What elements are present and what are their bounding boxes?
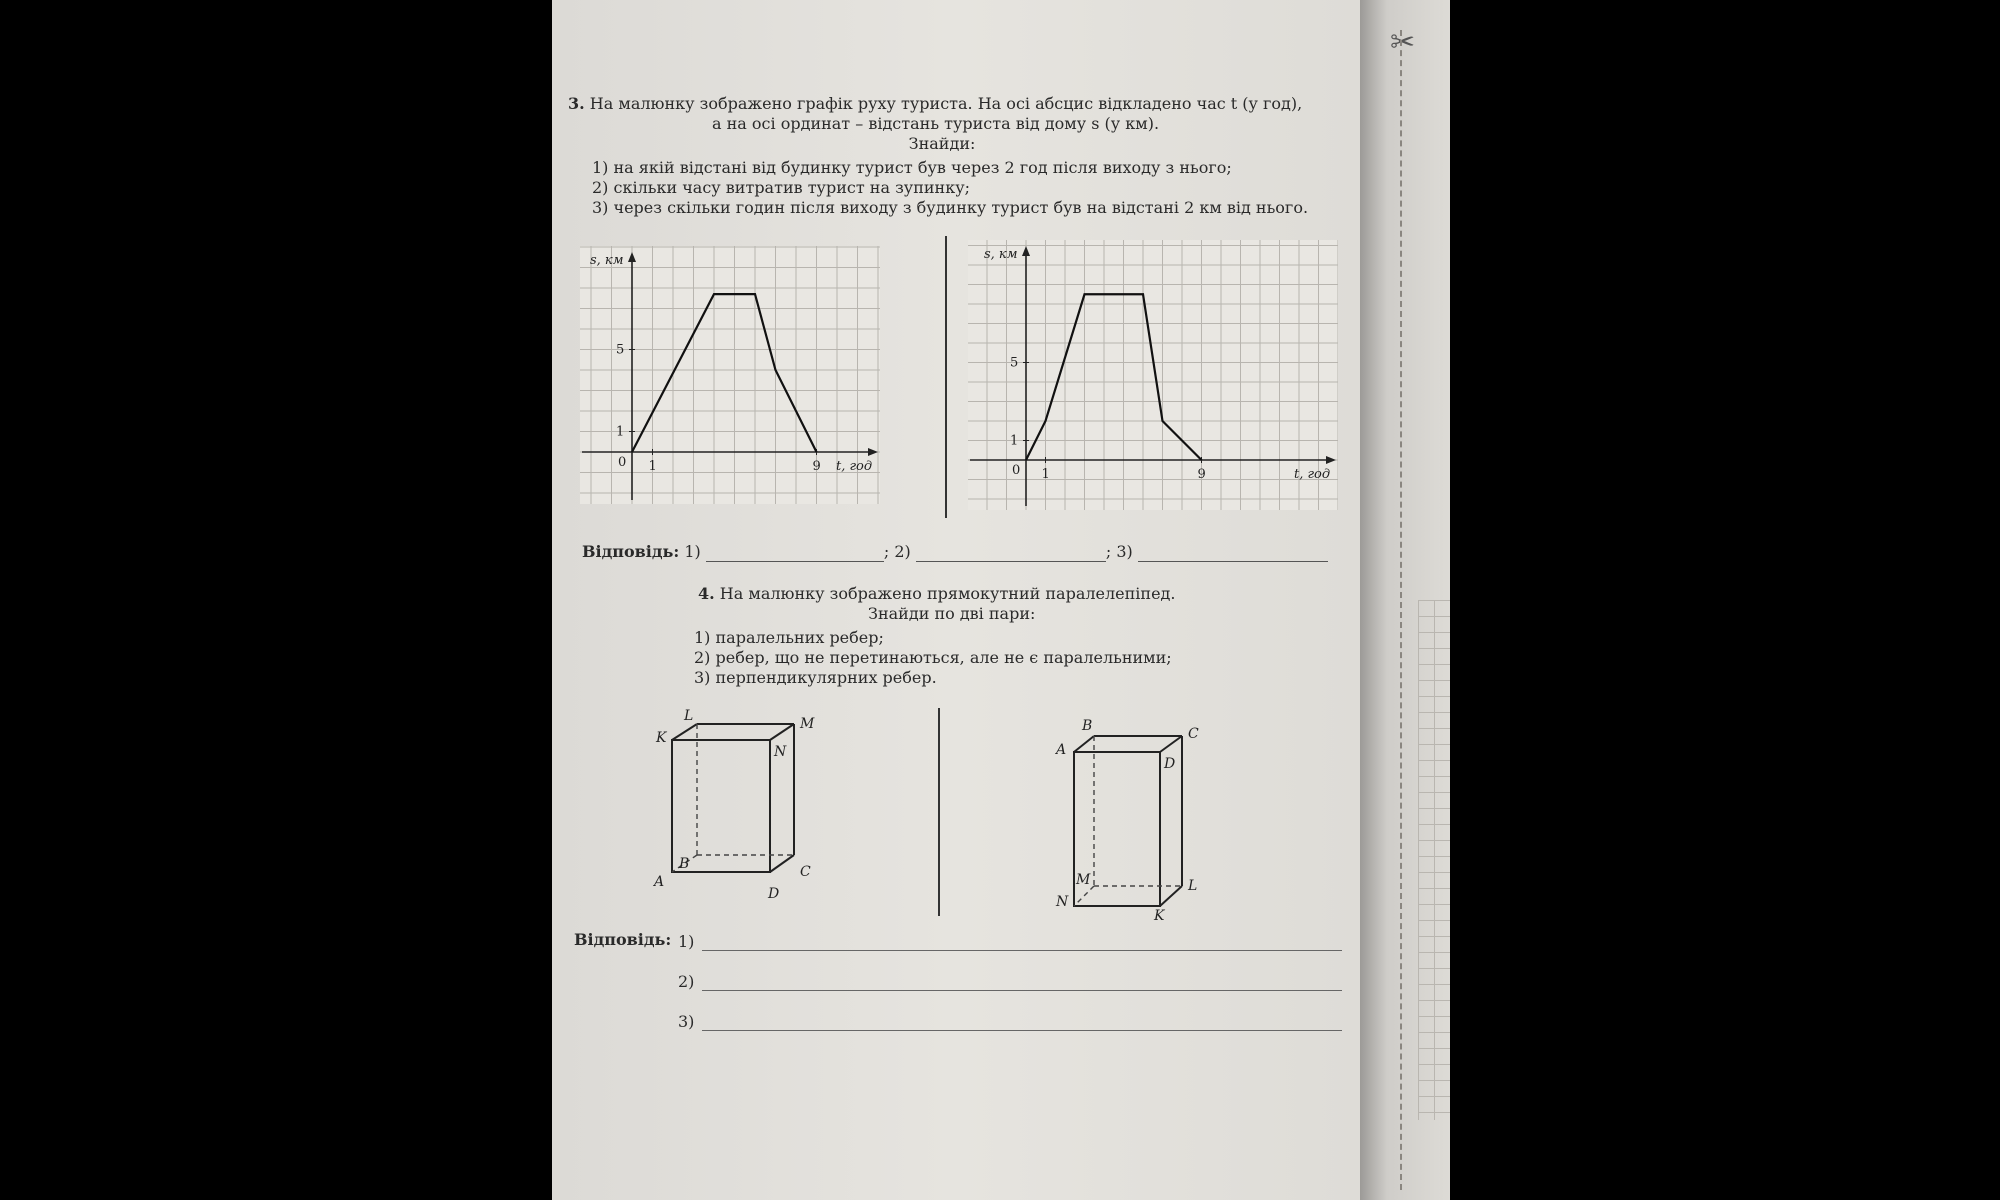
box1-vertex-B: B [679,856,690,872]
task4-answer-1-line[interactable] [702,950,1342,951]
box2-vertex-A: A [1056,742,1067,758]
task3-line1-text: На малюнку зображено графік руху туриста. На осі абсцис відкладено час t (у год), [589,94,1303,113]
task4-question-3: 3) перпендикулярних ребер. [694,668,937,687]
x-tick-label: 9 [812,459,821,474]
task3-question-3: 3) через скільки годин після виходу з будинку турист був на відстані 2 км від нього. [592,198,1309,217]
box1-vertex-M: M [800,716,815,732]
task4-question-2: 2) ребер, що не перетинаються, але не є паралельними; [694,648,1172,667]
y-tick-label: 1 [616,424,625,440]
task4-question-1: 1) паралельних ребер; [694,628,884,647]
grid-paper-strip [1418,600,1450,1120]
box1-vertex-D: D [768,886,780,902]
box2-vertex-C: C [1188,726,1199,742]
y-axis-label: s, км [590,253,624,268]
x-tick-label: 0 [618,455,627,470]
series-line [1026,294,1202,460]
x-tick-label: 0 [1012,463,1021,478]
y-axis-arrow [1022,246,1030,256]
box1-vertex-K: K [656,730,667,746]
y-axis-label: s, км [984,247,1018,262]
task4-answer-3-label: 3) [678,1012,695,1031]
chart-grid [968,240,1338,510]
x-axis-label: t, год [1294,467,1331,482]
y-tick-label: 1 [1010,433,1019,449]
box2-vertex-L: L [1188,878,1198,894]
task4-line1-text: На малюнку зображено прямокутний паралелепіпед. [719,584,1176,603]
task3-answer-1-blank[interactable] [706,547,884,562]
task4-answer-1-label: 1) [678,932,695,951]
box-figure-left [642,700,842,910]
x-axis-label: t, год [836,459,873,474]
x-tick-label: 9 [1197,467,1206,482]
task3-question-2: 2) скільки часу витратив турист на зупинку; [592,178,970,197]
task3-line1 [568,94,1302,114]
box1-vertex-L: L [684,708,694,724]
task4-find: Знайди по дві пари: [868,604,1036,623]
x-tick-label: 1 [648,459,657,474]
divider-vertical-top [945,236,947,518]
task3-answer-row [582,542,1342,562]
task4-answer-3-line[interactable] [702,1030,1342,1031]
task3-answer-label: Відповідь: [582,542,680,561]
task3-answer-3-label: ; 3) [1105,542,1133,561]
y-axis-arrow [628,252,636,262]
box1-vertex-C: C [800,864,811,880]
series-line [632,294,817,452]
box2-vertex-D: D [1164,756,1176,772]
scissors-icon: ✂ [1390,25,1416,60]
task4-answer-2-label: 2) [678,972,695,991]
chart-right [968,240,1338,510]
cut-line [1400,30,1402,1190]
chart-left-svg [580,246,880,504]
y-tick-label: 5 [616,342,625,358]
box2-vertex-M: M [1076,872,1091,888]
worksheet-page [552,0,1360,1200]
task3-question-1: 1) на якій відстані від будинку турист був через 2 год після виходу з нього; [592,158,1232,177]
adjacent-page-edge [1360,0,1450,1200]
y-tick-label: 5 [1010,355,1019,371]
x-axis-arrow [1326,456,1336,464]
task4-answer-2-line[interactable] [702,990,1342,991]
divider-vertical-bottom [938,708,940,916]
task4-answer-label: Відповідь: [574,930,672,949]
box1-vertex-A: A [654,874,665,890]
x-tick-label: 1 [1041,467,1050,482]
task3-answer-3-blank[interactable] [1138,547,1328,562]
box2-vertex-K: K [1154,908,1165,924]
task4-line1 [698,584,1175,604]
chart-right-svg [968,240,1338,510]
task3-answer-2-blank[interactable] [916,547,1106,562]
box-figure-right [1042,716,1242,926]
chart-left [580,246,880,504]
box1-vertex-N: N [774,744,787,760]
task3-answer-1-label: 1) [684,542,701,561]
box2-vertex-N: N [1056,894,1069,910]
task3-answer-2-label: ; 2) [883,542,911,561]
x-axis-arrow [868,448,878,456]
task3-line2: а на осі ординат – відстань туриста від дому s (у км). [712,114,1160,133]
task3-number: 3. [568,94,585,113]
task3-find: Знайди: [908,134,976,153]
task4-number: 4. [698,584,715,603]
box2-vertex-B: B [1082,718,1093,734]
